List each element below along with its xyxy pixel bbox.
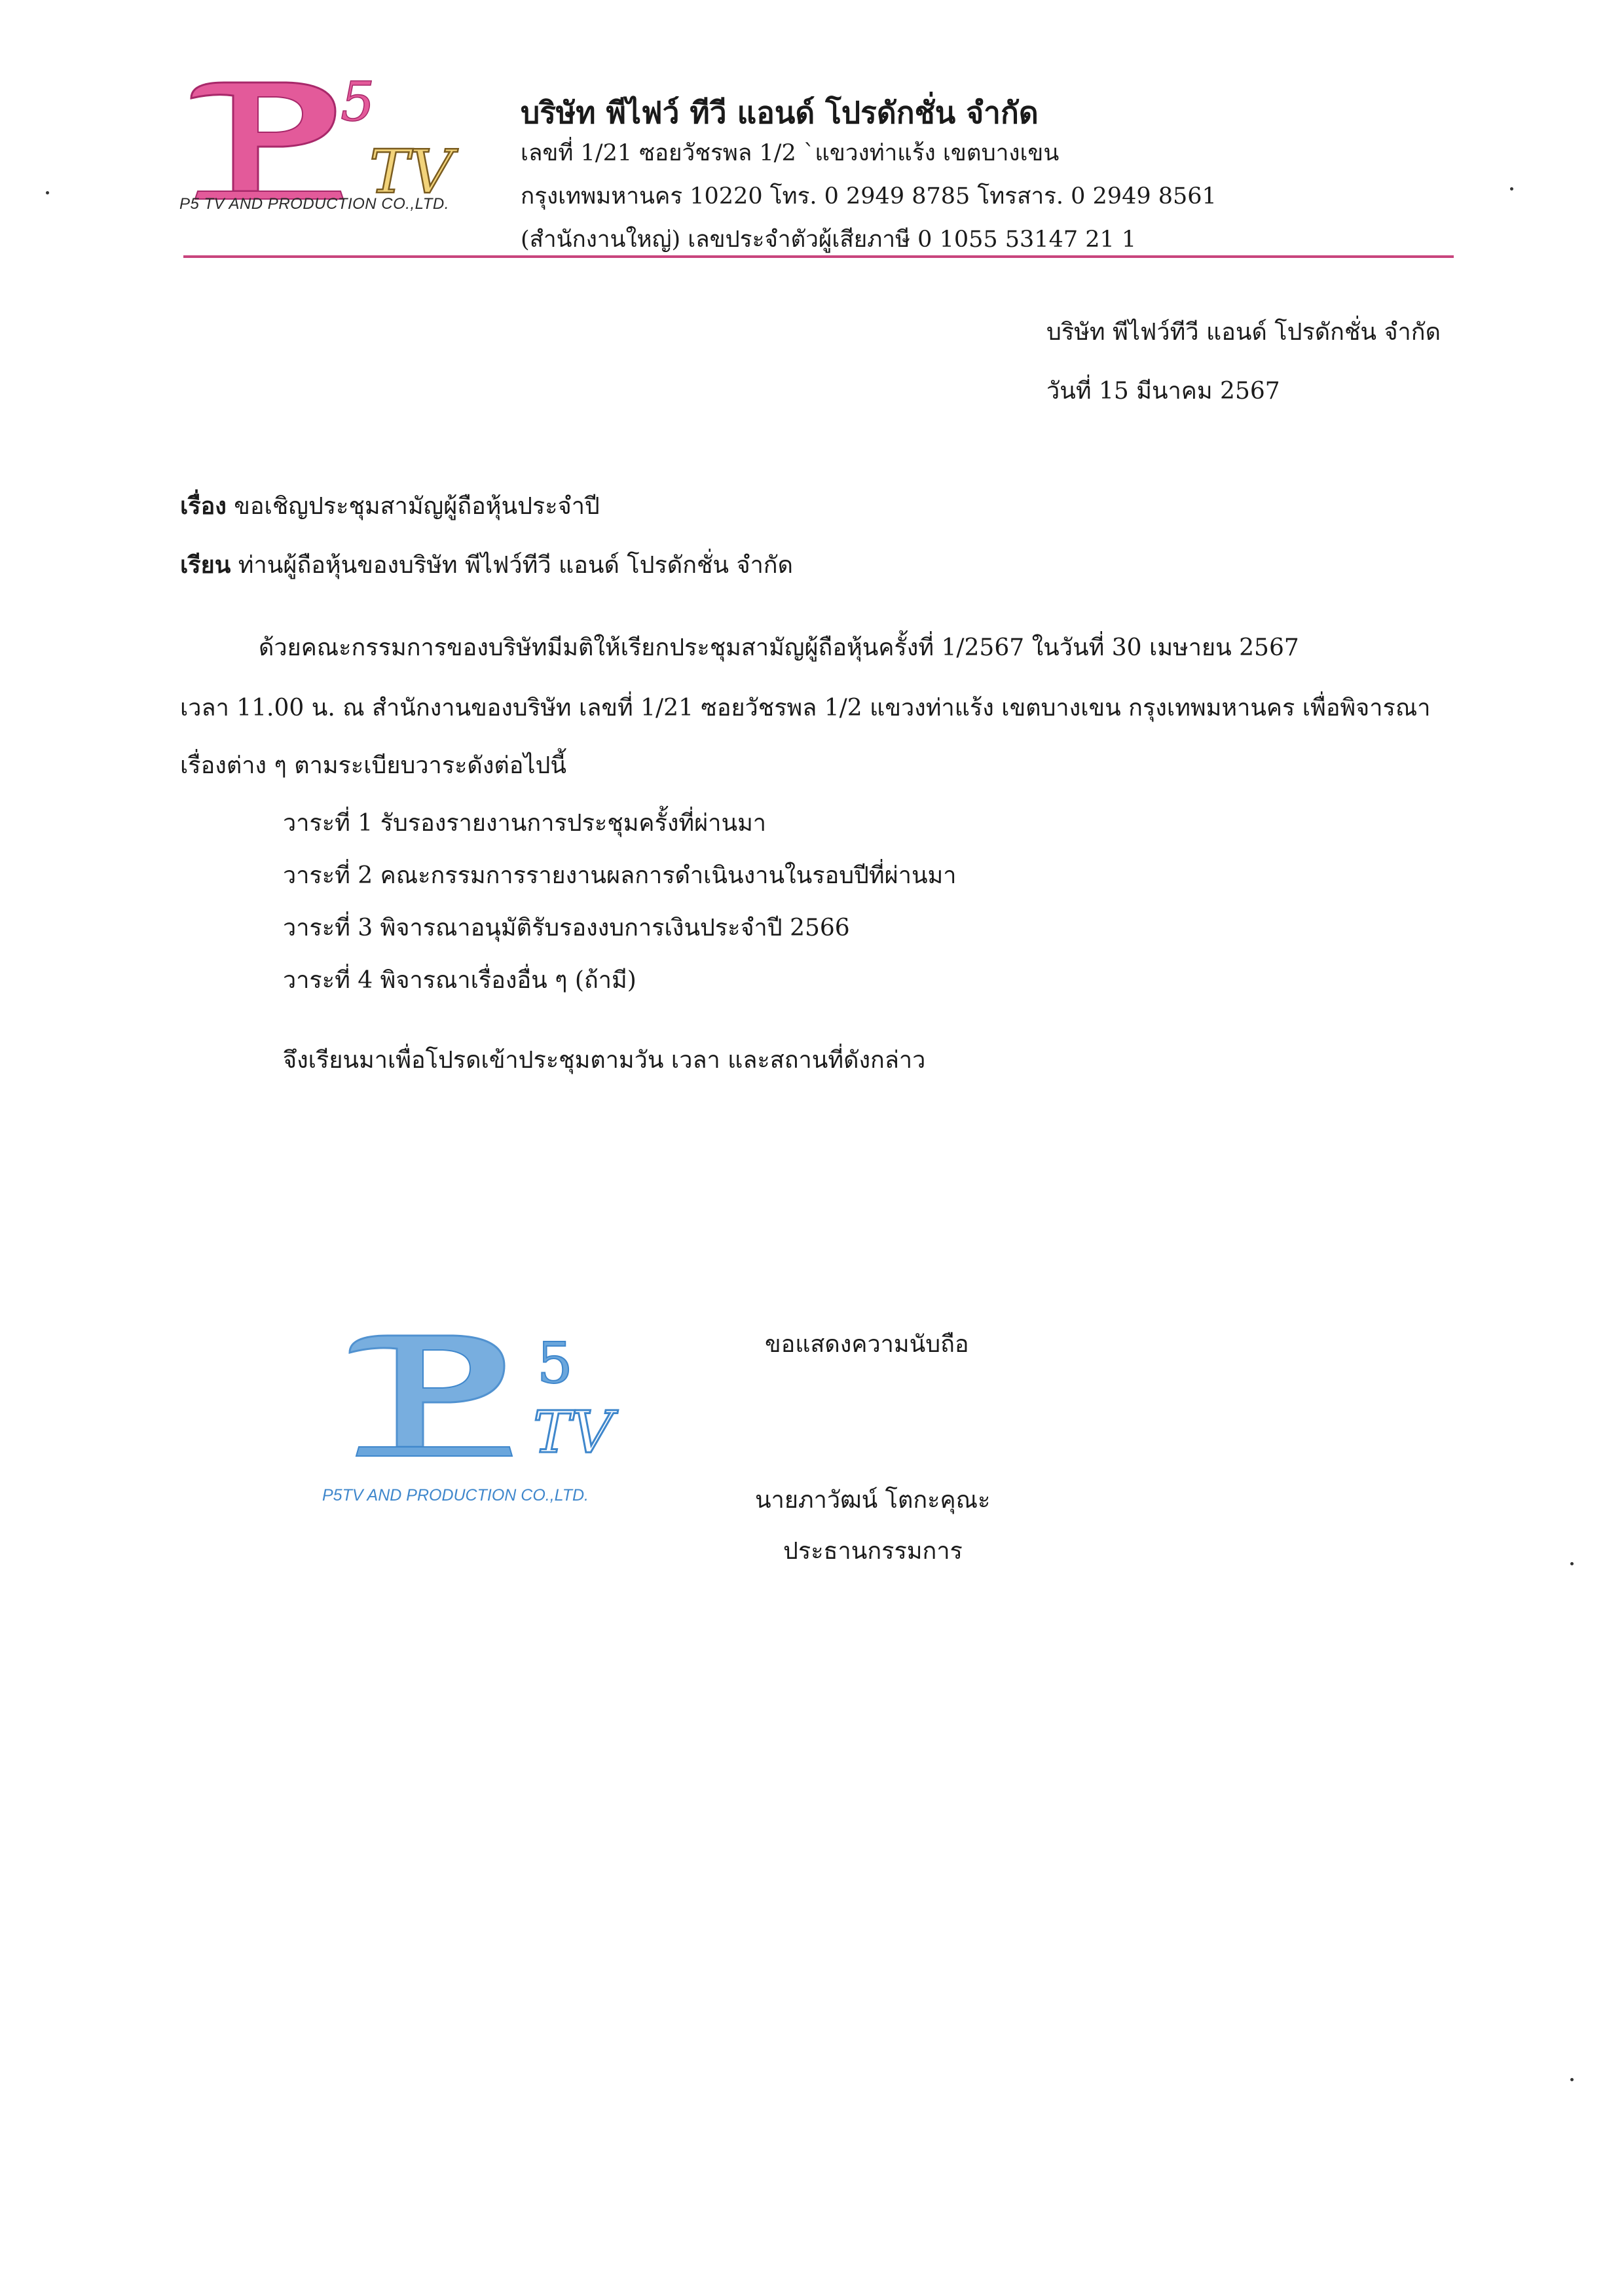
scan-speck	[1570, 1562, 1574, 1565]
stamp-caption: P5TV AND PRODUCTION CO.,LTD.	[322, 1486, 589, 1504]
svg-text:TV: TV	[369, 137, 453, 207]
body-line-3: เรื่องต่าง ๆ ตามระเบียบวาระดังต่อไปนี้	[180, 752, 566, 779]
recipient-text: ท่านผู้ถือหุ้นของบริษัท พีไฟว์ทีวี แอนด์ โปรดักชั่น จำกัด	[238, 552, 793, 579]
agenda-item: วาระที่ 2 คณะกรรมการรายงานผลการดำเนินงานในรอบปีที่ผ่านมา	[283, 862, 957, 889]
body-line-1: ด้วยคณะกรรมการของบริษัทมีมติให้เรียกประชุมสามัญผู้ถือหุ้นครั้งที่ 1/2567 ในวันที่ 30 เมษายน 2567	[259, 634, 1299, 661]
address-line-2: กรุงเทพมหานคร 10220 โทร. 0 2949 8785 โทรสาร. 0 2949 8561	[521, 183, 1217, 210]
scan-speck	[46, 191, 49, 194]
closing-line: จึงเรียนมาเพื่อโปรดเข้าประชุมตามวัน เวลา และสถานที่ดังกล่าว	[283, 1047, 926, 1074]
scan-speck	[1570, 2078, 1574, 2081]
body-line-2: เวลา 11.00 น. ณ สำนักงานของบริษัท เลขที่ 1/21 ซอยวัชรพล 1/2 แขวงท่าแร้ง เขตบางเขน กรุงเทพมหานคร เพื่อพิจารณา	[180, 695, 1431, 721]
svg-text:TV: TV	[533, 1398, 614, 1466]
agenda-item: วาระที่ 1 รับรองรายงานการประชุมครั้งที่ผ่านมา	[283, 810, 767, 837]
letter-date: วันที่ 15 มีนาคม 2567	[1046, 378, 1280, 405]
scan-speck	[1510, 187, 1513, 191]
agenda-item: วาระที่ 4 พิจารณาเรื่องอื่น ๆ (ถ้ามี)	[283, 967, 637, 994]
header-divider	[183, 255, 1454, 258]
sender-name: บริษัท พีไฟว์ทีวี แอนด์ โปรดักชั่น จำกัด	[1046, 319, 1441, 346]
logo-caption: P5 TV AND PRODUCTION CO.,LTD.	[179, 195, 449, 213]
agenda-item: วาระที่ 3 พิจารณาอนุมัติรับรองงบการเงินประจำปี 2566	[283, 915, 850, 941]
svg-text:5: 5	[537, 1331, 573, 1396]
signer-position: ประธานกรรมการ	[783, 1538, 963, 1565]
subject-label: เรื่อง	[180, 492, 227, 520]
subject-line	[180, 487, 600, 524]
company-stamp	[341, 1322, 635, 1476]
company-name: บริษัท พีไฟว์ ทีวี แอนด์ โปรดักชั่น จำกัด	[521, 95, 1039, 130]
subject-text: ขอเชิญประชุมสามัญผู้ถือหุ้นประจำปี	[234, 493, 600, 520]
recipient-line	[180, 546, 793, 583]
recipient-label: เรียน	[180, 551, 231, 579]
address-line-3: (สำนักงานใหญ่) เลขประจำตัวผู้เสียภาษี 0 1055 53147 21 1	[521, 227, 1137, 253]
regards-line: ขอแสดงความนับถือ	[765, 1331, 969, 1358]
signer-name: นายภาวัฒน์ โตกะคุณะ	[755, 1487, 991, 1514]
address-line-1: เลขที่ 1/21 ซอยวัชรพล 1/2 `แขวงท่าแร้ง เขตบางเขน	[521, 140, 1060, 166]
svg-text:5: 5	[341, 71, 375, 134]
